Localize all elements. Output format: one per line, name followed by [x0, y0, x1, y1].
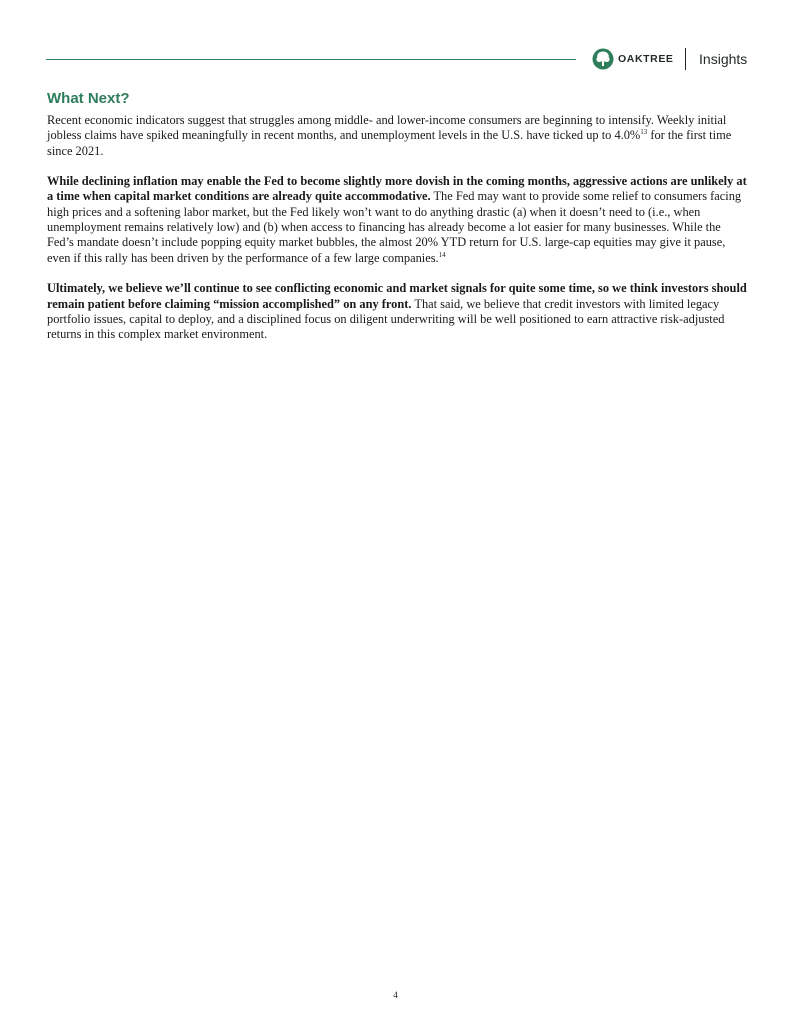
paragraph-1-text-a: Recent economic indicators suggest that struggles among middle- and lower-income consumers are beginning to intensify. Weekly initial jobless claims have spiked meaningfully in recent months, and unemployment levels in the U.S. have ticked up to 4.0% [47, 113, 727, 143]
section-label: Insights [699, 51, 748, 67]
paragraph-2-text: The Fed may want to provide some relief to consumers facing high prices and a softening labor market, but the Fed likely won’t want to do anything drastic (a) when it doesn’t need to (i.e., when unemployment remains relatively low) and (b) when access to financing has already become a lot easier for many businesses. While the Fed’s mandate doesn’t include popping equity market bubbles, the almost 20% YTD return for U.S. large-cap equities may give it pause, even if this rally has been driven by the performance of a few large companies. [47, 189, 742, 265]
header-rule [46, 59, 576, 60]
paragraph-1 [47, 113, 747, 159]
paragraph-3-text: That said, we believe that credit investors with limited legacy portfolio issues, capital to deploy, and a disciplined focus on diligent underwriting will be well positioned to earn attractive risk-adjusted returns in this complex market environment. [47, 296, 725, 342]
section-heading: What Next? [47, 90, 130, 107]
oak-tree-icon [592, 48, 614, 70]
paragraph-3 [47, 281, 747, 342]
footnote-13: 13 [640, 128, 648, 137]
brand-name: OAKTREE [618, 53, 674, 65]
body-content [47, 113, 747, 358]
paragraph-1-text-b: for the first time since 2021. [47, 128, 732, 158]
oaktree-logo [592, 46, 747, 72]
page-number: 4 [393, 990, 398, 1000]
paragraph-3-bold: Ultimately, we believe we’ll continue to see conflicting economic and market signals for quite some time, so we think investors should remain patient before claiming “mission accomplished” on any front. [47, 281, 747, 311]
paragraph-2 [47, 174, 747, 266]
logo-divider [685, 48, 687, 70]
footnote-14: 14 [438, 250, 446, 259]
paragraph-2-bold: While declining inflation may enable the Fed to become slightly more dovish in the coming months, aggressive actions are unlikely at a time when capital market conditions are already quite accommodative. [47, 174, 747, 204]
